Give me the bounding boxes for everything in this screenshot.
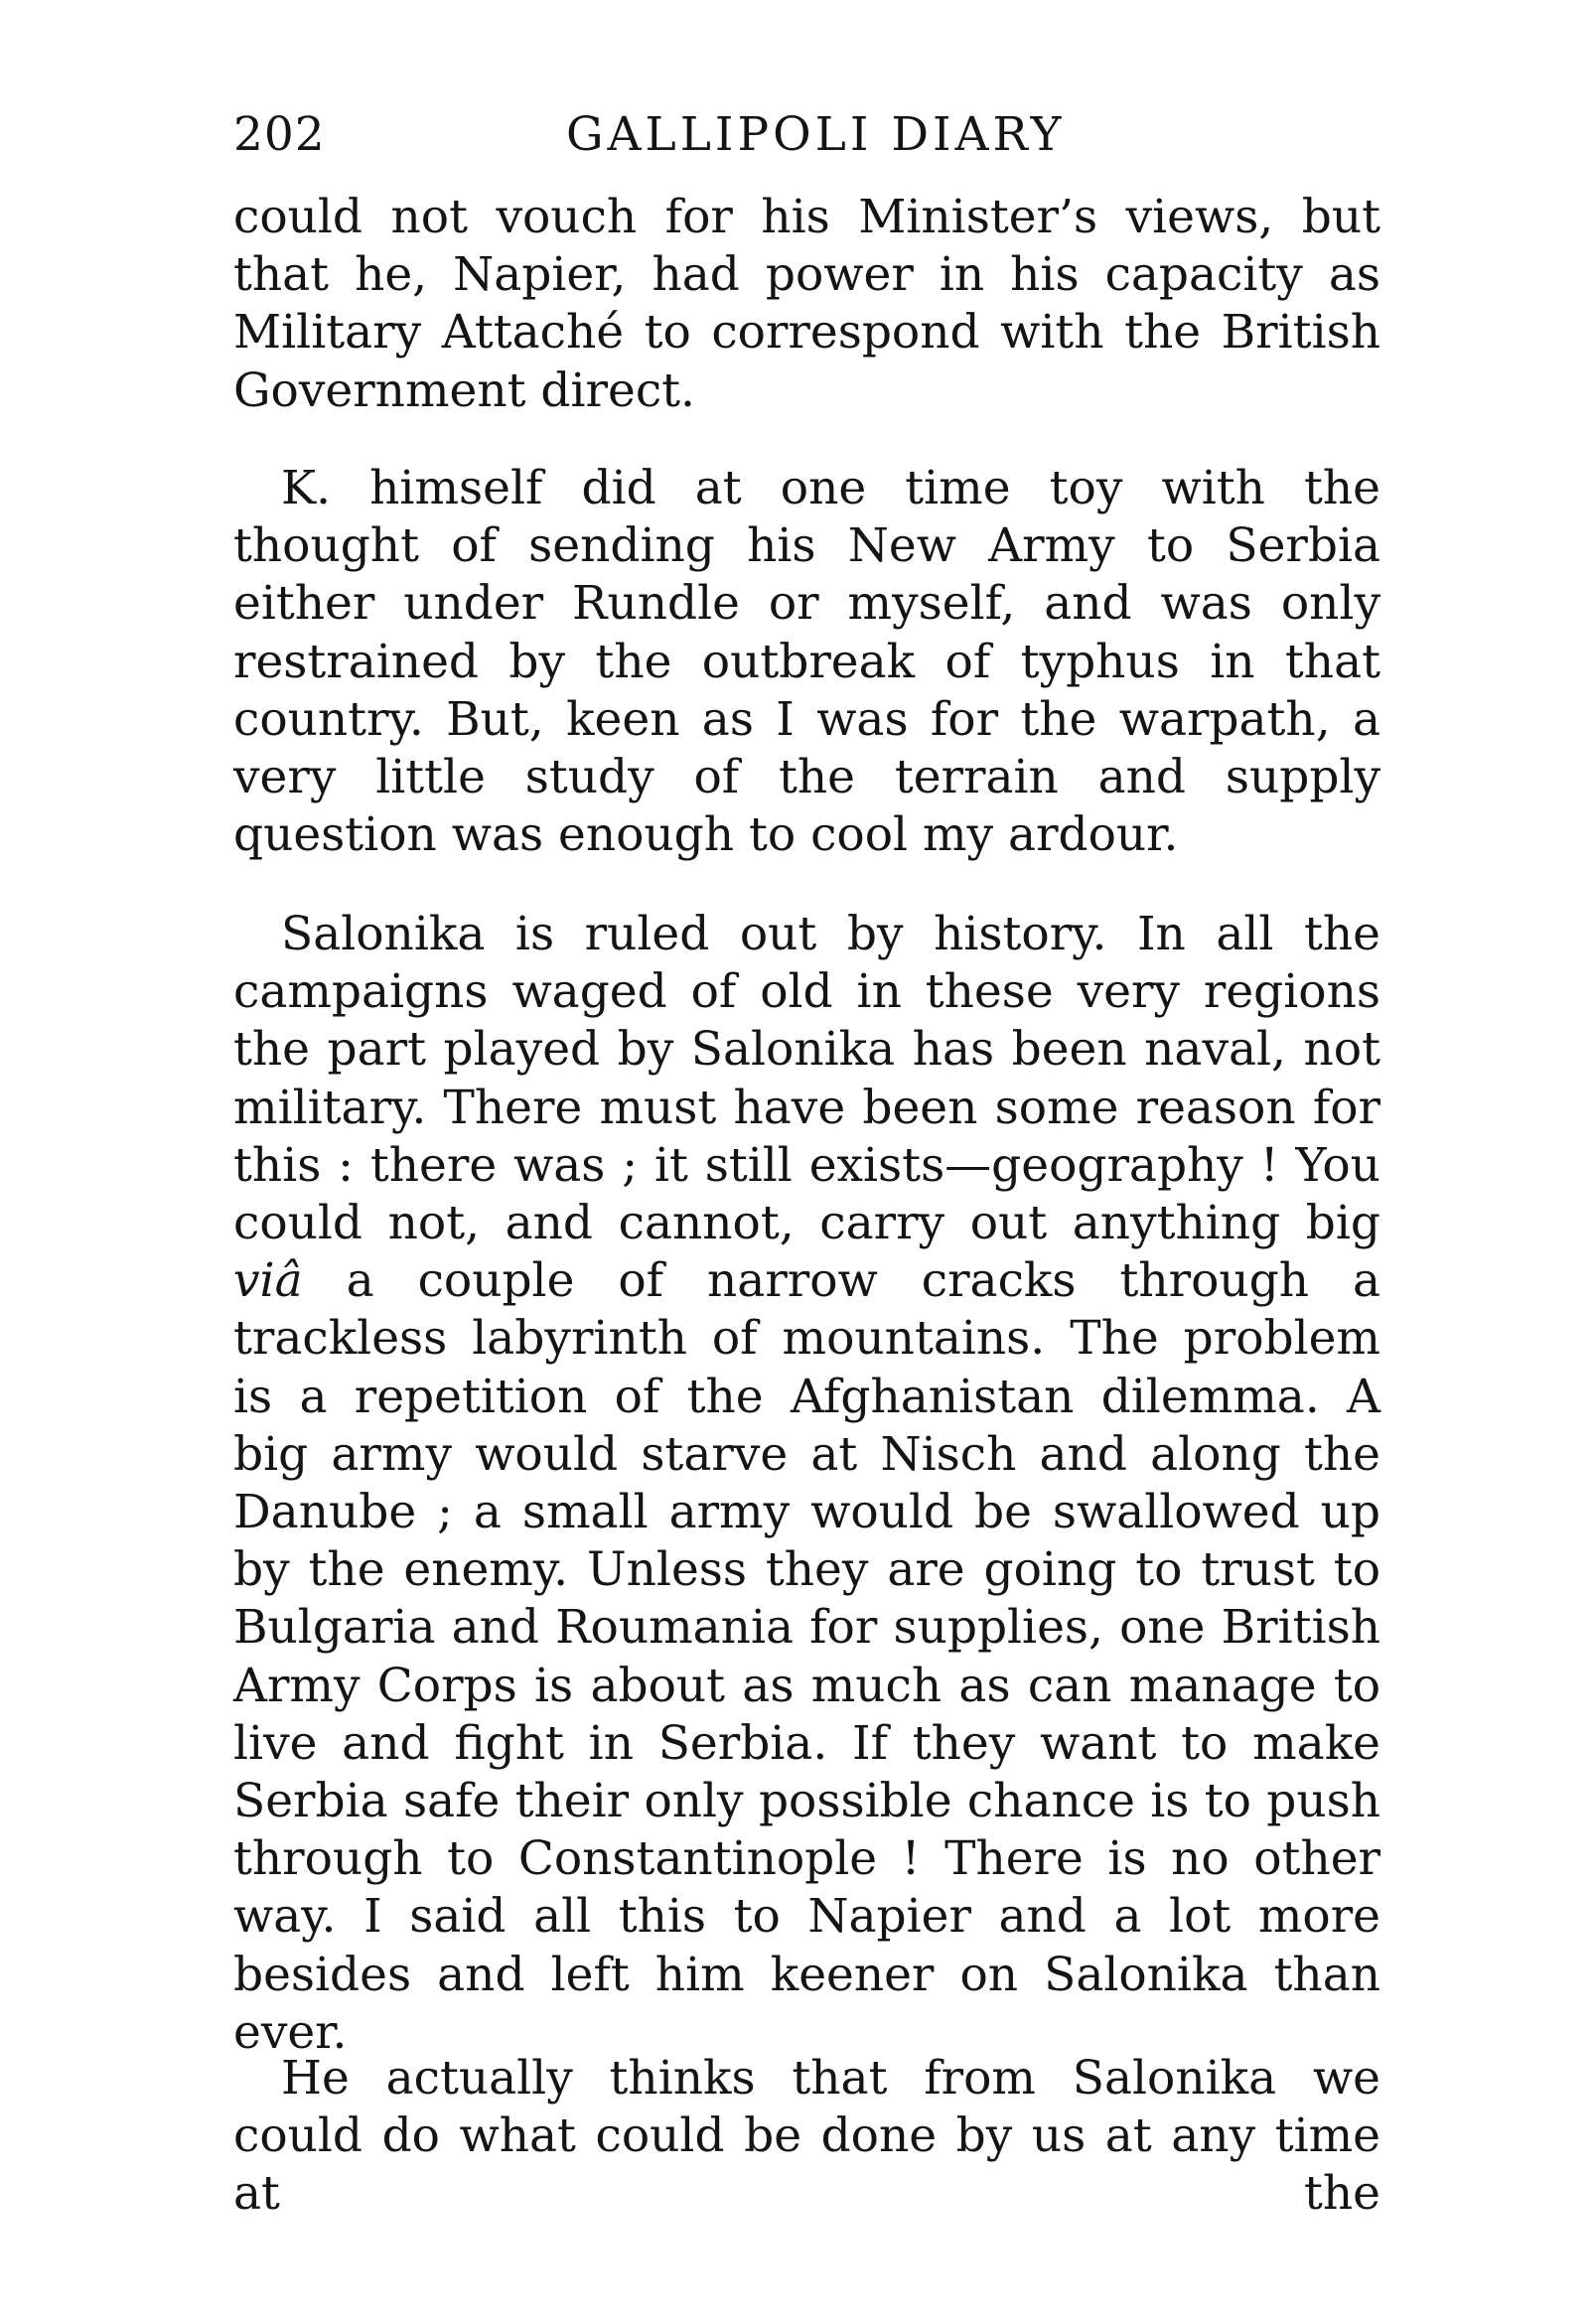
- italic-via: viâ: [233, 1253, 303, 1309]
- paragraph-4: He actually thinks that from Salonika we could do what could be done by us at any time at the: [233, 2051, 1380, 2222]
- page-number: 202: [233, 107, 326, 162]
- running-title: GALLIPOLI DIARY: [566, 107, 1066, 162]
- paragraph-2: K. himself did at one time toy with the thought of sending his New Army to Serbia either under Rundle or myself, and was only restrained by the outbreak of typhus in that country. But, keen as I was for the warpath, a very little study of the terrain and supply question was enough to cool my ardour.: [233, 461, 1380, 863]
- paragraph-3-text-after: a couple of narrow cracks through a trackless labyrinth of mountains. The problem is a repetition of the Afghanistan dilemma. A big army would starve at Nisch and along the Danube ; a small army would be swallowed up by the enemy. Unless they are going to trust to Bulgaria and Roumania for supplies, one British Army Corps is about as much as can manage to live and fight in Serbia. If they want to make Serbia safe their only possible chance is to push through to Constantinople ! There is no other way. I said all this to Napier and a lot more besides and left him keener on Salonika than ever.: [233, 1253, 1380, 2060]
- paragraph-3: [233, 906, 1380, 2062]
- paragraph-3-text-before: Salonika is ruled out by history. In all the campaigns waged of old in these very regions the part played by Salonika has been naval, not military. There must have been some reason for this : there was ; it still exists—geography ! You could not, and cannot, carry out anything big: [233, 907, 1380, 1251]
- page-header: [233, 107, 1380, 167]
- paragraph-1: could not vouch for his Minister’s views, but that he, Napier, had power in his capacity as Military Attaché to correspond with the British Government direct.: [233, 190, 1380, 418]
